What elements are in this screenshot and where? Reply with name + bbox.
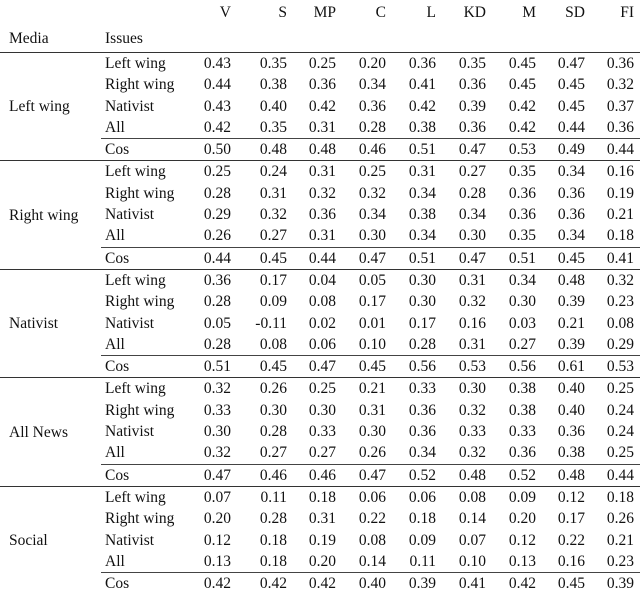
table-cell: 0.36 [557,184,585,202]
table-cell: 0.31 [458,271,486,289]
table-cell: 0.30 [408,293,436,311]
table-cell: 0.53 [591,356,640,378]
table-cell: 0.33 [203,401,231,419]
table-cell: 0.35 [458,55,486,72]
table-cell: 0.40 [557,380,585,398]
issue-label: Cos [101,139,203,161]
table-cell: 0.31 [408,163,436,181]
table-cell: 0.16 [458,314,486,332]
table-cell: 0.30 [358,227,386,245]
table-cell: 0.48 [442,464,492,486]
table-cell: 0.17 [408,314,436,332]
header-spacer [392,26,442,53]
table-cell: 0.36 [508,184,536,202]
table-cell: 0.28 [358,118,386,136]
header-spacer [342,26,392,53]
table-cell: 0.33 [508,423,536,441]
header-spacer [101,0,203,26]
table-cell: 0.48 [237,139,293,161]
table-cell: 0.40 [259,97,287,115]
table-cell: 0.28 [458,184,486,202]
table-cell: 0.35 [259,55,287,72]
table-cell: 0.25 [203,163,231,181]
table-cell: 0.38 [408,206,436,224]
header-spacer [0,0,101,26]
table-cell: 0.08 [358,531,386,549]
table-cell: 0.32 [308,184,336,202]
column-header: V [219,4,231,21]
table-cell: 0.25 [308,380,336,398]
table-cell: 0.31 [308,227,336,245]
header-spacer [442,26,492,53]
table-cell: 0.31 [259,184,287,202]
table-cell: 0.45 [542,247,591,269]
table-row [0,486,640,508]
table-cell: 0.27 [458,163,486,181]
table-cell: 0.10 [358,335,386,353]
table-cell: 0.39 [557,335,585,353]
table-cell: 0.42 [508,97,536,115]
table-cell: 0.33 [308,423,336,441]
table-cell: 0.32 [203,380,231,398]
table-cell: 0.53 [492,139,542,161]
table-cell: 0.52 [392,464,442,486]
table-cell: 0.38 [259,76,287,94]
table-cell: 0.39 [392,573,442,595]
table-cell: 0.43 [203,97,231,115]
table-row [0,269,640,291]
table-cell: 0.23 [606,552,634,570]
table-cell: 0.46 [342,139,392,161]
table-cell: 0.08 [259,335,287,353]
table-cell: 0.31 [308,118,336,136]
table-cell: 0.22 [557,531,585,549]
table-cell: 0.44 [203,247,237,269]
issue-label: Right wing [105,510,175,528]
issue-label: Right wing [105,76,175,94]
table-cell: 0.17 [259,271,287,289]
table-cell: 0.31 [458,335,486,353]
table-cell: 0.06 [408,488,436,506]
table-cell: 0.26 [259,380,287,398]
table-cell: 0.44 [591,139,640,161]
issue-label: Left wing [105,488,166,506]
table-cell: 0.13 [203,552,231,570]
table-cell: 0.47 [342,464,392,486]
table-cell: 0.53 [442,356,492,378]
table-row [0,378,640,400]
issue-label: Left wing [105,163,166,181]
table-cell: 0.20 [203,510,231,528]
table-cell: 0.23 [606,293,634,311]
table-body [0,53,640,595]
issue-label: Nativist [105,314,155,332]
table-cell: 0.45 [237,247,293,269]
table-cell: 0.38 [508,380,536,398]
table-cell: 0.27 [508,335,536,353]
table-cell: 0.21 [606,206,634,224]
table-cell: 0.34 [408,444,436,462]
media-header: Media [0,26,101,53]
table-cell: 0.45 [557,97,585,115]
table-cell: 0.34 [508,271,536,289]
table-cell: 0.36 [408,55,436,72]
table-cell: 0.47 [342,247,392,269]
table-cell: 0.51 [392,139,442,161]
column-header: M [522,4,536,21]
table-cell: 0.20 [308,552,336,570]
table-cell: 0.39 [458,97,486,115]
table-cell: 0.34 [557,227,585,245]
table-cell: 0.12 [508,531,536,549]
table-cell: 0.18 [308,488,336,506]
table-cell: 0.34 [408,184,436,202]
table-cell: 0.30 [508,293,536,311]
table-cell: 0.25 [308,55,336,72]
table-cell: 0.42 [508,118,536,136]
table-cell: 0.32 [458,444,486,462]
table-cell: 0.42 [203,118,231,136]
issue-label: All [105,552,125,570]
table-cell: 0.28 [203,293,231,311]
table-cell: 0.43 [203,55,231,72]
issue-label: All [105,118,125,136]
table-cell: 0.32 [358,184,386,202]
table-cell: 0.26 [358,444,386,462]
table-cell: 0.34 [358,76,386,94]
issue-label: Right wing [105,184,175,202]
table-cell: 0.30 [203,423,231,441]
table-cell: 0.47 [442,247,492,269]
table-cell: 0.48 [542,464,591,486]
table-cell: 0.06 [308,335,336,353]
table-cell: 0.25 [606,380,634,398]
table-cell: 0.31 [308,163,336,181]
table-cell: 0.46 [293,464,342,486]
table-cell: 0.08 [458,488,486,506]
table-cell: 0.30 [458,227,486,245]
table-cell: 0.25 [606,444,634,462]
table-cell: 0.28 [259,423,287,441]
table-row [0,161,640,183]
header-row-columns [0,0,640,26]
media-group-label: Nativist [0,269,101,377]
table-cell: 0.61 [542,356,591,378]
table-cell: 0.18 [408,510,436,528]
table-cell: 0.07 [458,531,486,549]
issue-label: Nativist [105,97,155,115]
issues-header: Issues [101,26,203,53]
table-cell: 0.38 [557,444,585,462]
table-cell: 0.52 [492,464,542,486]
table-cell: 0.36 [458,118,486,136]
table-cell: 0.26 [606,510,634,528]
table-cell: 0.36 [408,401,436,419]
table-cell: 0.51 [392,247,442,269]
table-cell: 0.56 [392,356,442,378]
header-spacer [237,26,293,53]
issue-label: Right wing [105,293,175,311]
table-cell: 0.38 [508,401,536,419]
column-header: SD [565,4,585,21]
table-cell: 0.07 [203,488,231,506]
table-cell: 0.38 [408,118,436,136]
issue-label: Nativist [105,423,155,441]
table-cell: 0.06 [358,488,386,506]
table-cell: 0.16 [606,163,634,181]
issue-label: All [105,335,125,353]
table-cell: 0.12 [203,531,231,549]
header-spacer [203,26,237,53]
table-cell: 0.09 [259,293,287,311]
table-cell: 0.36 [408,423,436,441]
column-header: KD [463,4,486,21]
table-cell: 0.12 [557,488,585,506]
table-cell: 0.18 [259,552,287,570]
media-group-label: Left wing [0,53,101,161]
table-cell: 0.09 [408,531,436,549]
table-cell: 0.16 [557,552,585,570]
table-cell: 0.51 [492,247,542,269]
table-cell: 0.36 [557,423,585,441]
table-cell: 0.45 [508,55,536,72]
table-cell: 0.24 [606,423,634,441]
table-cell: 0.50 [203,139,237,161]
table-cell: 0.28 [259,510,287,528]
table-cell: 0.42 [203,573,237,595]
table-cell: 0.45 [542,573,591,595]
table-cell: 0.45 [237,356,293,378]
table-cell: 0.42 [308,97,336,115]
table-cell: 0.28 [203,184,231,202]
table-cell: 0.31 [308,510,336,528]
table-cell: 0.08 [308,293,336,311]
table-cell: 0.44 [557,118,585,136]
table-cell: 0.44 [203,76,231,94]
table-cell: 0.30 [308,401,336,419]
media-group-label: Right wing [0,161,101,269]
table-cell: 0.48 [557,271,585,289]
table-cell: 0.32 [606,271,634,289]
table-cell: 0.11 [409,552,436,570]
table-cell: 0.41 [591,247,640,269]
issue-label: Left wing [105,55,166,72]
table-cell: 0.19 [308,531,336,549]
table-cell: 0.29 [203,206,231,224]
table-cell: 0.20 [508,510,536,528]
table-cell: 0.09 [508,488,536,506]
table-cell: 0.24 [606,401,634,419]
table-cell: 0.34 [557,163,585,181]
table-cell: 0.37 [606,97,634,115]
table-cell: 0.05 [203,314,231,332]
table-cell: 0.36 [606,55,634,72]
table-cell: 0.18 [259,531,287,549]
table-cell: 0.08 [606,314,634,332]
table-cell: 0.22 [358,510,386,528]
column-header: MP [313,4,336,21]
table-cell: 0.03 [508,314,536,332]
table-cell: 0.41 [408,76,436,94]
table-cell: 0.45 [508,76,536,94]
table-cell: 0.27 [259,444,287,462]
header-spacer [542,26,591,53]
header-spacer [492,26,542,53]
table-cell: 0.32 [606,76,634,94]
table-cell: 0.19 [606,184,634,202]
table-cell: 0.14 [358,552,386,570]
table-cell: 0.20 [358,55,386,72]
table-cell: 0.27 [259,227,287,245]
table-cell: 0.21 [606,531,634,549]
table-cell: 0.11 [260,488,287,506]
table-cell: 0.26 [203,227,231,245]
issue-label: Cos [101,464,203,486]
table-cell: 0.13 [508,552,536,570]
table-cell: 0.28 [408,335,436,353]
table-cell: 0.44 [591,464,640,486]
table-cell: 0.31 [358,401,386,419]
table-cell: 0.32 [458,401,486,419]
table-cell: 0.30 [408,271,436,289]
issue-label: Left wing [105,271,166,289]
table-cell: 0.42 [492,573,542,595]
table-cell: 0.27 [308,444,336,462]
table-cell: 0.33 [408,380,436,398]
table-cell: 0.42 [293,573,342,595]
table-cell: 0.36 [508,444,536,462]
table-cell: 0.36 [508,206,536,224]
table-cell: 0.02 [308,314,336,332]
table-cell: 0.10 [458,552,486,570]
column-header: FI [620,4,634,21]
table-cell: 0.32 [458,293,486,311]
table-cell: 0.30 [259,401,287,419]
table-cell: 0.47 [293,356,342,378]
table-cell: 0.36 [308,206,336,224]
table-cell: 0.41 [442,573,492,595]
table-cell: 0.32 [203,444,231,462]
table-cell: 0.33 [458,423,486,441]
table-cell: 0.34 [358,206,386,224]
table-cell: 0.21 [358,380,386,398]
media-group-label: Social [9,532,48,550]
table-cell: 0.17 [557,510,585,528]
table-cell: 0.05 [358,271,386,289]
table-cell: 0.30 [358,423,386,441]
table-cell: 0.56 [492,356,542,378]
table-cell: 0.42 [408,97,436,115]
table-cell: 0.24 [259,163,287,181]
table-cell: 0.34 [408,227,436,245]
header-row-labels [0,26,640,53]
table-cell: 0.45 [557,76,585,94]
table-cell: 0.32 [259,206,287,224]
table-cell: 0.35 [508,227,536,245]
issue-label: Nativist [105,206,155,224]
table-cell: 0.18 [606,488,634,506]
table-cell: 0.40 [557,401,585,419]
table-cell: 0.47 [203,464,237,486]
issue-label: Cos [101,573,203,595]
table-cell: 0.48 [293,139,342,161]
table-cell: 0.04 [308,271,336,289]
table-cell: 0.45 [342,356,392,378]
table-cell: 0.14 [458,510,486,528]
table-row [0,53,640,75]
table-cell: 0.01 [358,314,386,332]
table-cell: 0.21 [557,314,585,332]
table-cell: 0.40 [342,573,392,595]
issue-label: All [105,444,125,462]
table-cell: 0.35 [508,163,536,181]
column-header: L [426,4,436,21]
column-header: C [375,4,386,21]
table-cell: 0.35 [259,118,287,136]
issue-label: Right wing [105,401,175,419]
table-cell: 0.36 [358,97,386,115]
table-cell: -0.11 [255,314,287,332]
table-cell: 0.30 [458,380,486,398]
column-header: S [278,4,287,21]
table-cell: 0.29 [606,335,634,353]
table-cell: 0.47 [442,139,492,161]
table-cell: 0.36 [557,206,585,224]
table-cell: 0.36 [606,118,634,136]
table-cell: 0.36 [203,271,231,289]
table-cell: 0.17 [358,293,386,311]
table-cell: 0.39 [557,293,585,311]
header-spacer [293,26,342,53]
table-cell: 0.39 [591,573,640,595]
table-cell: 0.18 [606,227,634,245]
table-cell: 0.36 [458,76,486,94]
issue-label: Nativist [105,531,155,549]
table-cell: 0.36 [308,76,336,94]
table-cell: 0.47 [557,55,585,72]
table-cell: 0.44 [293,247,342,269]
table-cell: 0.51 [203,356,237,378]
media-group-label: All News [0,378,101,486]
table-cell: 0.49 [542,139,591,161]
table-cell: 0.46 [237,464,293,486]
issue-label: All [105,227,125,245]
table-cell: 0.42 [237,573,293,595]
table-cell: 0.34 [458,206,486,224]
issue-label: Cos [101,356,203,378]
issue-label: Left wing [105,380,166,398]
issue-label: Cos [101,247,203,269]
header-spacer [591,26,640,53]
table-cell: 0.25 [358,163,386,181]
table-cell: 0.28 [203,335,231,353]
